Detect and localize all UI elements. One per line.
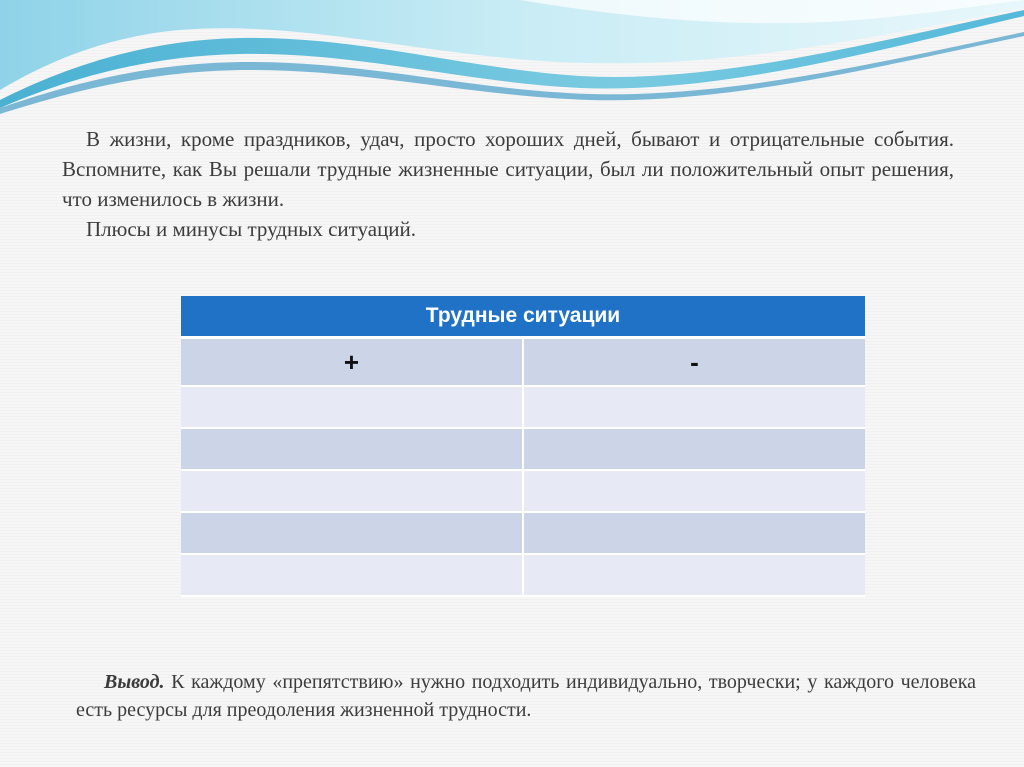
plus-column-header: +: [181, 338, 523, 387]
plus-cell: [181, 428, 523, 470]
conclusion-body: К каждому «препятствию» нужно подходить индивидуально, творчески; у каждого человека есть ресурсы для преодоления жизненной трудности.: [76, 671, 976, 721]
intro-paragraph: В жизни, кроме праздников, удач, просто хороших дней, бывают и отрицательные события. Вспомните, как Вы решали трудные жизненные ситуации, был ли положительный опыт решения, что изменилось в жизни.: [62, 127, 954, 211]
minus-cell: [523, 512, 865, 554]
table-row: [181, 554, 865, 596]
table-row: [181, 512, 865, 554]
table-row: [181, 470, 865, 512]
intro-text: [62, 124, 954, 244]
table-header-row: [181, 338, 865, 387]
table-row: [181, 386, 865, 428]
minus-column-header: -: [523, 338, 865, 387]
table-title: Трудные ситуации: [181, 296, 865, 338]
plus-cell: [181, 470, 523, 512]
plus-cell: [181, 554, 523, 596]
plus-cell: [181, 386, 523, 428]
table-caption: Плюсы и минусы трудных ситуаций.: [86, 217, 417, 241]
conclusion-label: Вывод.: [104, 671, 165, 693]
wave-decoration: [0, 0, 1024, 120]
difficult-situations-table: [181, 296, 865, 597]
table-row: [181, 428, 865, 470]
minus-cell: [523, 470, 865, 512]
minus-cell: [523, 386, 865, 428]
minus-cell: [523, 554, 865, 596]
plus-cell: [181, 512, 523, 554]
minus-cell: [523, 428, 865, 470]
conclusion-text: [76, 668, 976, 724]
